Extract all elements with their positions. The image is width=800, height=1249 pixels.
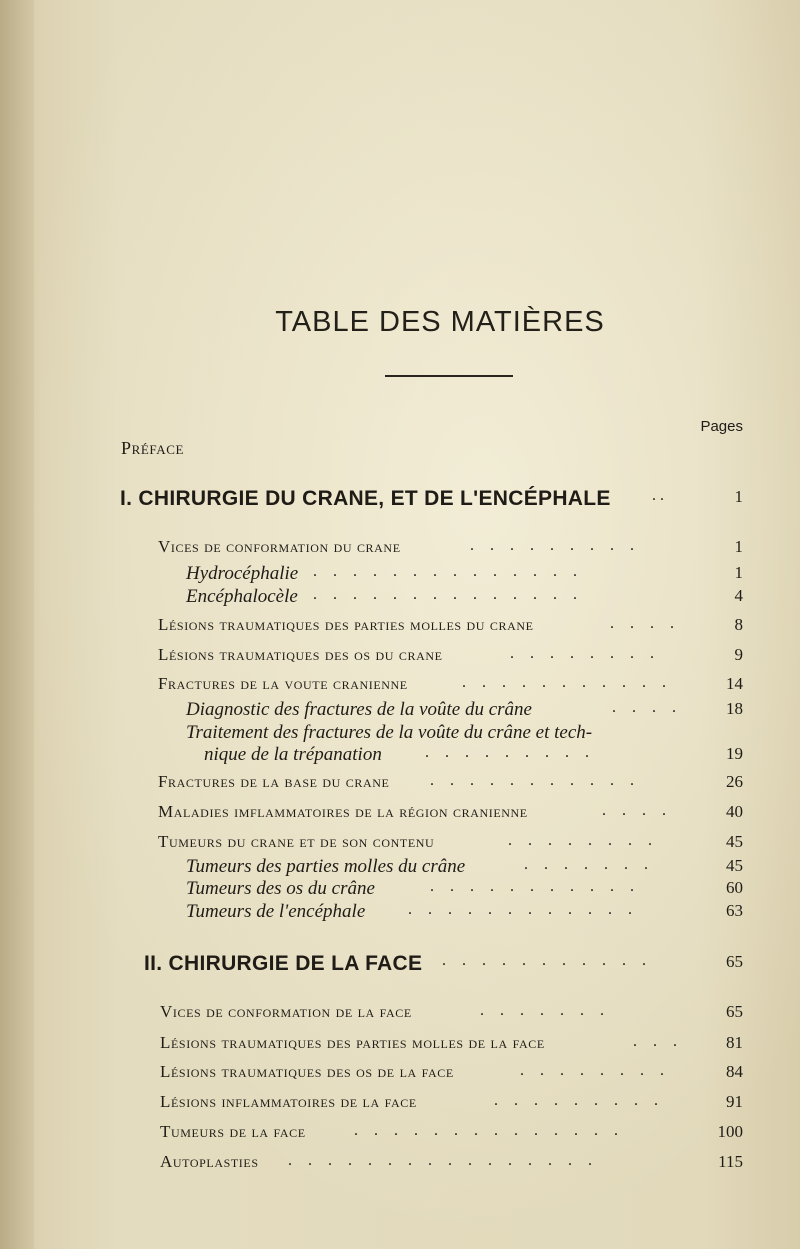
toc-page-number: 8 <box>734 615 743 634</box>
toc-entry-text: Vices de conformation du crane <box>158 537 401 556</box>
toc-page-number: 60 <box>726 878 743 897</box>
toc-page-number: 45 <box>726 832 743 851</box>
toc-leader-dots: . . . . . . . . <box>508 832 658 849</box>
toc-entry-text: Lésions inflammatoires de la face <box>160 1092 417 1111</box>
toc-leader-dots: . . . . . . . . <box>510 645 660 662</box>
toc-page-number: 91 <box>726 1092 743 1111</box>
title-rule <box>385 375 513 377</box>
pages-column-label: Pages <box>700 418 743 435</box>
toc-entry-text: Traitement des fractures de la voûte du crâne et tech- <box>186 722 593 743</box>
toc-entry-text: Tumeurs de l'encéphale <box>186 901 366 922</box>
toc-leader-dots: . . . <box>633 1033 683 1050</box>
toc-page-number: 45 <box>726 856 743 875</box>
toc-leader-dots: . . . . . . . . . <box>470 537 640 554</box>
book-gutter <box>0 0 34 1249</box>
toc-leader-dots: . . . . . . . <box>480 1002 610 1019</box>
toc-leader-dots: . . . . . . . . . . . <box>430 772 640 789</box>
toc-part-title: I. CHIRURGIE DU CRANE, ET DE L'ENCÉPHALE <box>120 487 611 510</box>
toc-page-number: 1 <box>734 563 743 582</box>
toc-entry-text: Tumeurs des os du crâne <box>186 878 375 899</box>
toc-entry-text: Maladies imflammatoires de la région cranienne <box>158 802 528 821</box>
toc-leader-dots: . . . . . . . . . . . . . . <box>313 563 583 580</box>
toc-leader-dots: . . . . . . . . . . . . <box>408 901 638 918</box>
toc-entry-text: Préface <box>121 438 185 458</box>
toc-page-number: 18 <box>726 699 743 718</box>
toc-leader-dots: . . . . . . . . . . . . . . . . <box>288 1152 598 1169</box>
toc-entry-text: Lésions traumatiques des os de la face <box>160 1062 454 1081</box>
toc-page-number: 4 <box>734 586 743 605</box>
toc-leader-dots: . . . . . . . . <box>520 1062 670 1079</box>
toc-page-number: 100 <box>717 1122 743 1141</box>
toc-page-number: 19 <box>726 744 743 763</box>
toc-leader-dots: . . . . . . . . . <box>425 744 595 761</box>
toc-entry-text: Hydrocéphalie <box>186 563 299 584</box>
toc-page-number: 14 <box>726 674 743 693</box>
toc-leader-dots: . . . . <box>612 699 682 716</box>
toc-page-number: 84 <box>726 1062 743 1081</box>
toc-entry-text: Encéphalocèle <box>186 586 298 607</box>
toc-page-number: 115 <box>718 1152 743 1171</box>
toc-entry-text: Tumeurs du crane et de son contenu <box>158 832 435 851</box>
toc-leader-dots: . . . . . . . . . <box>494 1092 664 1109</box>
toc-entry-text: Lésions traumatiques des parties molles de la face <box>160 1033 545 1052</box>
toc-entry-text: Tumeurs des parties molles du crâne <box>186 856 466 877</box>
toc-entry-text: Tumeurs de la face <box>160 1122 306 1141</box>
toc-leader-dots: . . <box>652 487 664 504</box>
toc-page-number: 1 <box>734 537 743 556</box>
toc-part-title: II. CHIRURGIE DE LA FACE <box>144 952 423 975</box>
toc-entry-text: Lésions traumatiques des parties molles du crane <box>158 615 534 634</box>
toc-entry-text: Autoplasties <box>160 1152 259 1171</box>
toc-page-number: 65 <box>726 1002 743 1021</box>
toc-page-number: 1 <box>734 487 743 506</box>
toc-leader-dots: . . . . . . . . . . . <box>430 878 640 895</box>
toc-entry-text: Diagnostic des fractures de la voûte du crâne <box>186 699 532 720</box>
toc-page-number: 9 <box>734 645 743 664</box>
toc-leader-dots: . . . . . . . . . . . . . . <box>313 586 583 603</box>
toc-leader-dots: . . . . <box>610 615 680 632</box>
toc-page-number: 63 <box>726 901 743 920</box>
toc-leader-dots: . . . . . . . . . . . . . . <box>354 1122 624 1139</box>
toc-page-number: 81 <box>726 1033 743 1052</box>
toc-page-number: 40 <box>726 802 743 821</box>
page-title: TABLE DES MATIÈRES <box>275 306 605 338</box>
toc-leader-dots: . . . . . . . <box>524 856 654 873</box>
toc-leader-dots: . . . . . . . . . . . <box>462 674 672 691</box>
toc-leader-dots: . . . . <box>602 802 672 819</box>
toc-page-number: 65 <box>726 952 743 971</box>
toc-leader-dots: . . . . . . . . . . . <box>442 952 652 969</box>
toc-entry-text: Lésions traumatiques des os du crane <box>158 645 443 664</box>
toc-entry-text: Fractures de la voute cranienne <box>158 674 408 693</box>
toc-entry-text: nique de la trépanation <box>204 744 382 765</box>
toc-entry-text: Vices de conformation de la face <box>160 1002 412 1021</box>
toc-page-number: 26 <box>726 772 743 791</box>
toc-entry-text: Fractures de la base du crane <box>158 772 390 791</box>
